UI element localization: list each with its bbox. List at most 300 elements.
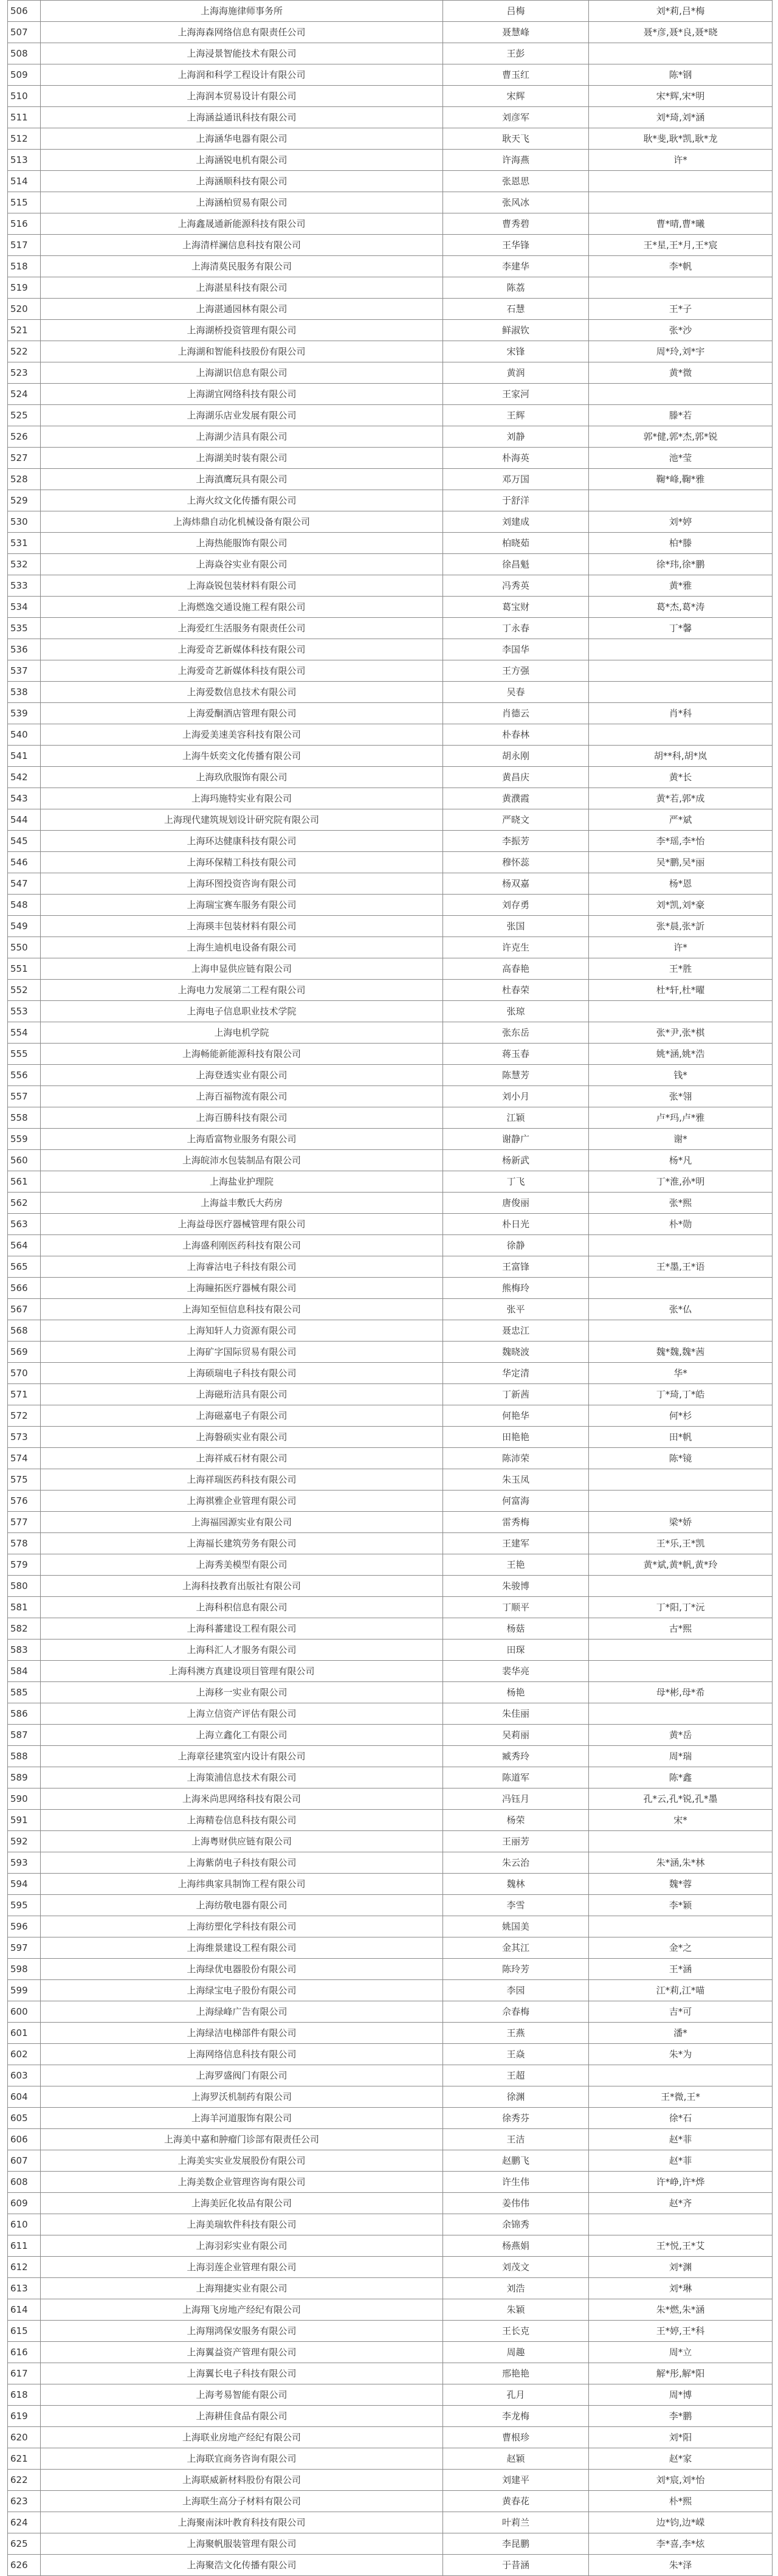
staff-names-cell: 周*瑞 xyxy=(589,1746,773,1767)
company-name-cell: 上海美匠化妆品有限公司 xyxy=(41,2193,443,2214)
company-name-cell: 上海耕佳食品有限公司 xyxy=(41,2406,443,2427)
contact-person-cell: 李雪 xyxy=(443,1895,589,1916)
staff-names-cell: 聂*彦,聂*良,聂*晓 xyxy=(589,22,773,43)
table-row xyxy=(8,2023,773,2044)
row-number-cell: 579 xyxy=(8,1554,41,1576)
table-row xyxy=(8,1342,773,1363)
table-row xyxy=(8,1278,773,1299)
staff-names-cell: 张*沙 xyxy=(589,320,773,341)
company-name-cell: 上海羊河道服饰有限公司 xyxy=(41,2108,443,2129)
row-number-cell: 587 xyxy=(8,1725,41,1746)
contact-person-cell: 魏林 xyxy=(443,1874,589,1895)
company-name-cell: 上海知至恒信息科技有限公司 xyxy=(41,1299,443,1320)
staff-names-cell xyxy=(589,1320,773,1342)
table-row xyxy=(8,277,773,299)
staff-names-cell: 刘*婷 xyxy=(589,511,773,533)
company-name-cell: 上海涵柏贸易有限公司 xyxy=(41,192,443,213)
company-name-cell: 上海翔飞房地产经纪有限公司 xyxy=(41,2299,443,2321)
table-row xyxy=(8,2214,773,2235)
row-number-cell: 524 xyxy=(8,384,41,405)
contact-person-cell: 刘建成 xyxy=(443,511,589,533)
row-number-cell: 557 xyxy=(8,1086,41,1107)
contact-person-cell: 余锦秀 xyxy=(443,2214,589,2235)
table-row xyxy=(8,511,773,533)
staff-names-cell: 丁*阳,丁*沅 xyxy=(589,1597,773,1618)
contact-person-cell: 杜春荣 xyxy=(443,980,589,1001)
company-name-cell: 上海盐业护理院 xyxy=(41,1171,443,1193)
table-row xyxy=(8,320,773,341)
contact-person-cell: 田艳艳 xyxy=(443,1427,589,1448)
table-row xyxy=(8,469,773,490)
row-number-cell: 603 xyxy=(8,2065,41,2086)
row-number-cell: 544 xyxy=(8,809,41,831)
row-number-cell: 609 xyxy=(8,2193,41,2214)
row-number-cell: 595 xyxy=(8,1895,41,1916)
contact-person-cell: 曹玉红 xyxy=(443,64,589,86)
row-number-cell: 618 xyxy=(8,2384,41,2406)
contact-person-cell: 吴春 xyxy=(443,682,589,703)
contact-person-cell: 穆怀蕊 xyxy=(443,852,589,873)
row-number-cell: 511 xyxy=(8,107,41,128)
contact-person-cell: 佘春梅 xyxy=(443,2001,589,2023)
row-number-cell: 597 xyxy=(8,1937,41,1959)
contact-person-cell: 严晓文 xyxy=(443,809,589,831)
company-name-cell: 上海策浦信息技术有限公司 xyxy=(41,1767,443,1788)
company-name-cell: 上海涵华电器有限公司 xyxy=(41,128,443,150)
staff-names-cell: 刘*莉,吕*梅 xyxy=(589,1,773,22)
table-row xyxy=(8,575,773,597)
row-number-cell: 611 xyxy=(8,2235,41,2257)
row-number-cell: 617 xyxy=(8,2363,41,2384)
table-row xyxy=(8,2533,773,2555)
row-number-cell: 509 xyxy=(8,64,41,86)
contact-person-cell: 鲜淑钦 xyxy=(443,320,589,341)
table-row xyxy=(8,213,773,235)
contact-person-cell: 王艳 xyxy=(443,1554,589,1576)
staff-names-cell: 周*玲,刘*宇 xyxy=(589,341,773,362)
contact-person-cell: 聂慧峰 xyxy=(443,22,589,43)
contact-person-cell: 赵颖 xyxy=(443,2448,589,2470)
row-number-cell: 519 xyxy=(8,277,41,299)
staff-names-cell xyxy=(589,660,773,682)
company-name-cell: 上海环保精工科技有限公司 xyxy=(41,852,443,873)
row-number-cell: 551 xyxy=(8,958,41,980)
staff-names-cell: 肖*科 xyxy=(589,703,773,724)
row-number-cell: 523 xyxy=(8,362,41,384)
table-row xyxy=(8,2555,773,2576)
staff-names-cell: 黄*斌,黄*帆,黄*玲 xyxy=(589,1554,773,1576)
staff-names-cell xyxy=(589,1916,773,1937)
contact-person-cell: 朴日光 xyxy=(443,1214,589,1235)
staff-names-cell xyxy=(589,1831,773,1852)
contact-person-cell: 王富锋 xyxy=(443,1256,589,1278)
table-row xyxy=(8,150,773,171)
company-name-cell: 上海磁嘉电子有限公司 xyxy=(41,1405,443,1427)
row-number-cell: 577 xyxy=(8,1512,41,1533)
row-number-cell: 610 xyxy=(8,2214,41,2235)
company-name-cell: 上海焱锐包装材料有限公司 xyxy=(41,575,443,597)
contact-person-cell: 高春艳 xyxy=(443,958,589,980)
contact-person-cell: 华定清 xyxy=(443,1363,589,1384)
contact-person-cell: 张东岳 xyxy=(443,1022,589,1044)
row-number-cell: 541 xyxy=(8,746,41,767)
row-number-cell: 549 xyxy=(8,916,41,937)
row-number-cell: 539 xyxy=(8,703,41,724)
company-name-cell: 上海立鑫化工有限公司 xyxy=(41,1725,443,1746)
row-number-cell: 546 xyxy=(8,852,41,873)
contact-person-cell: 李龙梅 xyxy=(443,2406,589,2427)
row-number-cell: 558 xyxy=(8,1107,41,1129)
table-row xyxy=(8,107,773,128)
table-row xyxy=(8,1448,773,1469)
contact-person-cell: 黄春花 xyxy=(443,2491,589,2512)
company-name-cell: 上海科技教育出版社有限公司 xyxy=(41,1576,443,1597)
table-row xyxy=(8,2257,773,2278)
staff-names-cell: 孔*云,孔*锐,孔*墨 xyxy=(589,1788,773,1810)
staff-names-cell xyxy=(589,1639,773,1661)
contact-person-cell: 黄润 xyxy=(443,362,589,384)
contact-person-cell: 李昆鹏 xyxy=(443,2533,589,2555)
row-number-cell: 621 xyxy=(8,2448,41,2470)
contact-person-cell: 赵鹏飞 xyxy=(443,2150,589,2172)
contact-person-cell: 杨菇 xyxy=(443,1618,589,1639)
table-row xyxy=(8,1022,773,1044)
contact-person-cell: 丁新茜 xyxy=(443,1384,589,1405)
staff-names-cell: 朱*涵,朱*林 xyxy=(589,1852,773,1874)
table-row xyxy=(8,1256,773,1278)
table-row xyxy=(8,1597,773,1618)
contact-person-cell: 江颖 xyxy=(443,1107,589,1129)
table-row xyxy=(8,1618,773,1639)
row-number-cell: 521 xyxy=(8,320,41,341)
contact-person-cell: 吕梅 xyxy=(443,1,589,22)
row-number-cell: 607 xyxy=(8,2150,41,2172)
row-number-cell: 516 xyxy=(8,213,41,235)
contact-person-cell: 张风冰 xyxy=(443,192,589,213)
table-row xyxy=(8,916,773,937)
table-row xyxy=(8,980,773,1001)
contact-person-cell: 冯秀英 xyxy=(443,575,589,597)
contact-person-cell: 曹秀碧 xyxy=(443,213,589,235)
row-number-cell: 518 xyxy=(8,256,41,277)
staff-names-cell: 潘* xyxy=(589,2023,773,2044)
staff-names-cell: 周*博 xyxy=(589,2384,773,2406)
table-row xyxy=(8,2384,773,2406)
contact-person-cell: 王家河 xyxy=(443,384,589,405)
staff-names-cell: 赵*家 xyxy=(589,2448,773,2470)
row-number-cell: 522 xyxy=(8,341,41,362)
row-number-cell: 508 xyxy=(8,43,41,64)
company-name-cell: 上海玛施特实业有限公司 xyxy=(41,788,443,809)
table-row xyxy=(8,831,773,852)
table-row xyxy=(8,1214,773,1235)
staff-names-cell: 耿*斐,耿*凯,耿*龙 xyxy=(589,128,773,150)
row-number-cell: 533 xyxy=(8,575,41,597)
staff-names-cell: 黄*岳 xyxy=(589,1725,773,1746)
contact-person-cell: 杨新武 xyxy=(443,1150,589,1171)
table-row xyxy=(8,1852,773,1874)
company-name-cell: 上海紫荫电子科技有限公司 xyxy=(41,1852,443,1874)
staff-names-cell xyxy=(589,171,773,192)
contact-person-cell: 张平 xyxy=(443,1299,589,1320)
row-number-cell: 507 xyxy=(8,22,41,43)
row-number-cell: 583 xyxy=(8,1639,41,1661)
staff-names-cell: 王*微,王* xyxy=(589,2086,773,2108)
table-row xyxy=(8,895,773,916)
row-number-cell: 605 xyxy=(8,2108,41,2129)
table-row xyxy=(8,22,773,43)
company-name-cell: 上海清样澜信息科技有限公司 xyxy=(41,235,443,256)
table-row xyxy=(8,1512,773,1533)
table-row xyxy=(8,1193,773,1214)
table-body xyxy=(8,1,773,2576)
staff-names-cell: 许*峥,许*烨 xyxy=(589,2172,773,2193)
row-number-cell: 569 xyxy=(8,1342,41,1363)
table-row xyxy=(8,660,773,682)
contact-person-cell: 徐昌魁 xyxy=(443,554,589,575)
staff-names-cell: 古*熙 xyxy=(589,1618,773,1639)
contact-person-cell: 黄昌庆 xyxy=(443,767,589,788)
company-name-cell: 上海爱奇艺新媒体科技有限公司 xyxy=(41,639,443,660)
staff-names-cell: 田*帆 xyxy=(589,1427,773,1448)
company-name-cell: 上海罗沃机制药有限公司 xyxy=(41,2086,443,2108)
table-row xyxy=(8,426,773,448)
row-number-cell: 561 xyxy=(8,1171,41,1193)
staff-names-cell: 魏*蓉 xyxy=(589,1874,773,1895)
table-row xyxy=(8,1491,773,1512)
row-number-cell: 602 xyxy=(8,2044,41,2065)
staff-names-cell: 黄*若,郭*成 xyxy=(589,788,773,809)
contact-person-cell: 邢艳艳 xyxy=(443,2363,589,2384)
row-number-cell: 528 xyxy=(8,469,41,490)
table-row xyxy=(8,1916,773,1937)
table-row xyxy=(8,2065,773,2086)
staff-names-cell xyxy=(589,1703,773,1725)
contact-person-cell: 魏晓波 xyxy=(443,1342,589,1363)
company-name-cell: 上海绿优电器股份有限公司 xyxy=(41,1959,443,1980)
table-row xyxy=(8,1065,773,1086)
staff-names-cell: 李*颖 xyxy=(589,1895,773,1916)
staff-names-cell: 姚*涵,姚*浩 xyxy=(589,1044,773,1065)
table-row xyxy=(8,235,773,256)
company-name-cell: 上海粤财供应链有限公司 xyxy=(41,1831,443,1852)
table-row xyxy=(8,1554,773,1576)
company-name-cell: 上海米尚思网络科技有限公司 xyxy=(41,1788,443,1810)
company-name-cell: 上海热能服饰有限公司 xyxy=(41,533,443,554)
company-name-cell: 上海网络信息科技有限公司 xyxy=(41,2044,443,2065)
company-name-cell: 上海科汇人才服务有限公司 xyxy=(41,1639,443,1661)
contact-person-cell: 张国 xyxy=(443,916,589,937)
table-row xyxy=(8,1980,773,2001)
table-row xyxy=(8,1107,773,1129)
row-number-cell: 570 xyxy=(8,1363,41,1384)
company-name-cell: 上海维景建设工程有限公司 xyxy=(41,1937,443,1959)
company-name-cell: 上海硕瑞电子科技有限公司 xyxy=(41,1363,443,1384)
contact-person-cell: 张恩思 xyxy=(443,171,589,192)
table-row xyxy=(8,852,773,873)
row-number-cell: 530 xyxy=(8,511,41,533)
row-number-cell: 608 xyxy=(8,2172,41,2193)
staff-names-cell: 李*帆 xyxy=(589,256,773,277)
row-number-cell: 548 xyxy=(8,895,41,916)
contact-person-cell: 宋辉 xyxy=(443,86,589,107)
table-row xyxy=(8,1639,773,1661)
company-name-cell: 上海瞳拓医疗器械有限公司 xyxy=(41,1278,443,1299)
row-number-cell: 578 xyxy=(8,1533,41,1554)
table-row xyxy=(8,2321,773,2342)
row-number-cell: 527 xyxy=(8,448,41,469)
table-row xyxy=(8,958,773,980)
row-number-cell: 520 xyxy=(8,299,41,320)
company-name-cell: 上海聚帆服装管理有限公司 xyxy=(41,2533,443,2555)
contact-person-cell: 朴春林 xyxy=(443,724,589,746)
staff-names-cell xyxy=(589,192,773,213)
company-name-cell: 上海涵顺科技有限公司 xyxy=(41,171,443,192)
row-number-cell: 542 xyxy=(8,767,41,788)
staff-names-cell xyxy=(589,384,773,405)
staff-names-cell: 何*杉 xyxy=(589,1405,773,1427)
company-name-cell: 上海现代建筑规划设计研究院有限公司 xyxy=(41,809,443,831)
row-number-cell: 584 xyxy=(8,1661,41,1682)
company-name-cell: 上海罗盛阀门有限公司 xyxy=(41,2065,443,2086)
row-number-cell: 619 xyxy=(8,2406,41,2427)
staff-names-cell: 刘*凯,刘*豪 xyxy=(589,895,773,916)
staff-names-cell: 曹*晴,曹*曦 xyxy=(589,213,773,235)
table-row xyxy=(8,937,773,958)
table-row xyxy=(8,1682,773,1703)
company-name-cell: 上海爱红生活服务有限责任公司 xyxy=(41,618,443,639)
contact-person-cell: 曹根珍 xyxy=(443,2427,589,2448)
company-name-cell: 上海电机学院 xyxy=(41,1022,443,1044)
company-name-cell: 上海纺敬电器有限公司 xyxy=(41,1895,443,1916)
table-row xyxy=(8,788,773,809)
contact-person-cell: 邓万国 xyxy=(443,469,589,490)
company-name-cell: 上海湖识信息有限公司 xyxy=(41,362,443,384)
staff-names-cell: 华* xyxy=(589,1363,773,1384)
company-name-cell: 上海海施律师事务所 xyxy=(41,1,443,22)
company-name-cell: 上海燃逸交通设施工程有限公司 xyxy=(41,597,443,618)
row-number-cell: 536 xyxy=(8,639,41,660)
staff-names-cell: 卢*玛,卢*雅 xyxy=(589,1107,773,1129)
row-number-cell: 562 xyxy=(8,1193,41,1214)
staff-names-cell: 李*鹏 xyxy=(589,2406,773,2427)
contact-person-cell: 于昔涵 xyxy=(443,2555,589,2576)
row-number-cell: 568 xyxy=(8,1320,41,1342)
row-number-cell: 594 xyxy=(8,1874,41,1895)
staff-names-cell: 黄*雅 xyxy=(589,575,773,597)
staff-names-cell: 杨*恩 xyxy=(589,873,773,895)
contact-person-cell: 刘建平 xyxy=(443,2470,589,2491)
company-name-cell: 上海科蕃建设工程有限公司 xyxy=(41,1618,443,1639)
contact-person-cell: 杨艳 xyxy=(443,1682,589,1703)
table-row xyxy=(8,1746,773,1767)
staff-names-cell: 张*尹,张*棋 xyxy=(589,1022,773,1044)
staff-names-cell: 宋*辉,宋*明 xyxy=(589,86,773,107)
staff-names-cell: 王*星,王*月,王*宸 xyxy=(589,235,773,256)
company-name-cell: 上海焱谷实业有限公司 xyxy=(41,554,443,575)
staff-names-cell: 许* xyxy=(589,150,773,171)
table-row xyxy=(8,2299,773,2321)
contact-person-cell: 李园 xyxy=(443,1980,589,2001)
staff-names-cell: 边*钧,边*嵘 xyxy=(589,2512,773,2533)
table-row xyxy=(8,1427,773,1448)
table-row xyxy=(8,2491,773,2512)
table-row xyxy=(8,86,773,107)
table-row xyxy=(8,490,773,511)
company-name-cell: 上海知轩人力资源有限公司 xyxy=(41,1320,443,1342)
company-name-cell: 上海羽彩实业有限公司 xyxy=(41,2235,443,2257)
company-name-cell: 上海祥瑞医药科技有限公司 xyxy=(41,1469,443,1491)
staff-names-cell: 徐*石 xyxy=(589,2108,773,2129)
contact-person-cell: 李振芳 xyxy=(443,831,589,852)
company-name-cell: 上海润和科学工程设计有限公司 xyxy=(41,64,443,86)
row-number-cell: 538 xyxy=(8,682,41,703)
row-number-cell: 581 xyxy=(8,1597,41,1618)
staff-list-table xyxy=(7,0,773,2576)
row-number-cell: 514 xyxy=(8,171,41,192)
company-name-cell: 上海电子信息职业技术学院 xyxy=(41,1001,443,1022)
company-name-cell: 上海美中嘉和肿瘤门诊部有限责任公司 xyxy=(41,2129,443,2150)
company-name-cell: 上海湖乐店业发展有限公司 xyxy=(41,405,443,426)
staff-names-cell xyxy=(589,1576,773,1597)
table-row xyxy=(8,2363,773,2384)
table-row xyxy=(8,1129,773,1150)
table-row xyxy=(8,1320,773,1342)
contact-person-cell: 柏晓茹 xyxy=(443,533,589,554)
staff-names-cell: 谢* xyxy=(589,1129,773,1150)
row-number-cell: 576 xyxy=(8,1491,41,1512)
contact-person-cell: 石慧 xyxy=(443,299,589,320)
contact-person-cell: 朱玉凤 xyxy=(443,1469,589,1491)
table-row xyxy=(8,171,773,192)
contact-person-cell: 刘彦军 xyxy=(443,107,589,128)
contact-person-cell: 王方强 xyxy=(443,660,589,682)
company-name-cell: 上海祥威石材有限公司 xyxy=(41,1448,443,1469)
staff-names-cell xyxy=(589,490,773,511)
contact-person-cell: 王建军 xyxy=(443,1533,589,1554)
table-row xyxy=(8,192,773,213)
staff-names-cell: 吴*鹏,吴*丽 xyxy=(589,852,773,873)
staff-names-cell: 江*莉,江*喵 xyxy=(589,1980,773,2001)
contact-person-cell: 姜伟伟 xyxy=(443,2193,589,2214)
company-name-cell: 上海科积信息有限公司 xyxy=(41,1597,443,1618)
staff-names-cell xyxy=(589,724,773,746)
staff-names-cell: 朱*为 xyxy=(589,2044,773,2065)
table-row xyxy=(8,2044,773,2065)
table-row xyxy=(8,1150,773,1171)
contact-person-cell: 聂忠江 xyxy=(443,1320,589,1342)
staff-names-cell xyxy=(589,1661,773,1682)
company-name-cell: 上海百勝科技有限公司 xyxy=(41,1107,443,1129)
company-name-cell: 上海联业房地产经纪有限公司 xyxy=(41,2427,443,2448)
table-row xyxy=(8,1299,773,1320)
table-row xyxy=(8,341,773,362)
contact-person-cell: 于舒洋 xyxy=(443,490,589,511)
row-number-cell: 535 xyxy=(8,618,41,639)
row-number-cell: 534 xyxy=(8,597,41,618)
staff-names-cell: 杨*凡 xyxy=(589,1150,773,1171)
contact-person-cell: 徐秀芬 xyxy=(443,2108,589,2129)
table-row xyxy=(8,256,773,277)
row-number-cell: 571 xyxy=(8,1384,41,1405)
staff-names-cell: 赵*齐 xyxy=(589,2193,773,2214)
table-row xyxy=(8,1661,773,1682)
contact-person-cell: 陈慧芳 xyxy=(443,1065,589,1086)
row-number-cell: 575 xyxy=(8,1469,41,1491)
table-row xyxy=(8,2150,773,2172)
table-row xyxy=(8,554,773,575)
company-name-cell: 上海湛通园林有限公司 xyxy=(41,299,443,320)
